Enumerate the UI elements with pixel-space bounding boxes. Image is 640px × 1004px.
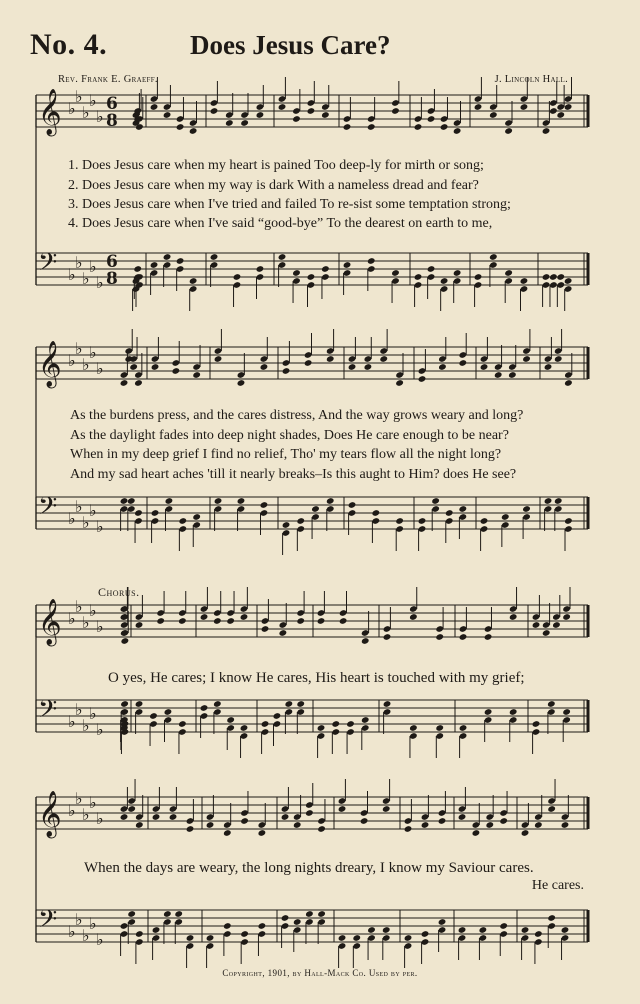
note-head xyxy=(520,277,529,285)
note-head xyxy=(427,265,436,273)
note-head xyxy=(307,273,316,281)
note-head xyxy=(395,517,404,525)
note-head xyxy=(210,253,219,261)
note-head xyxy=(438,918,447,926)
bass-clef-icon: 𝄢 xyxy=(38,695,58,730)
note-head xyxy=(200,613,209,621)
note-head xyxy=(348,501,357,509)
treble-clef-icon: 𝄞 xyxy=(38,341,62,387)
time-signature-top: 6 xyxy=(106,252,118,272)
note-head xyxy=(163,253,172,261)
note-head xyxy=(121,637,130,645)
composer-credit: J. Lincoln Hall. xyxy=(494,74,568,85)
note-head xyxy=(292,115,301,123)
flat-sign-icon: ♭ xyxy=(82,805,90,824)
note-head xyxy=(445,509,454,517)
note-head xyxy=(522,355,531,363)
note-head xyxy=(564,277,573,285)
flat-sign-icon: ♭ xyxy=(96,517,104,536)
note-head xyxy=(352,934,361,942)
note-head xyxy=(258,829,267,837)
note-head xyxy=(549,273,558,281)
note-head xyxy=(296,517,305,525)
note-head xyxy=(226,716,235,724)
author-credit: Rev. Frank E. Graeff. xyxy=(58,74,158,85)
note-head xyxy=(206,821,215,829)
note-head xyxy=(152,813,161,821)
note-head xyxy=(186,934,195,942)
note-head xyxy=(453,127,462,135)
note-head xyxy=(178,720,187,728)
flat-sign-icon: ♭ xyxy=(75,700,83,719)
note-head xyxy=(534,821,543,829)
note-head xyxy=(120,379,129,387)
note-head xyxy=(178,617,187,625)
note-head xyxy=(489,111,498,119)
note-head xyxy=(210,107,219,115)
note-head xyxy=(293,821,302,829)
verse-2-line-b: As the daylight fades into deep night shades, Does He care enough to be near? xyxy=(70,428,509,443)
flat-sign-icon: ♭ xyxy=(82,716,90,735)
note-head xyxy=(240,613,249,621)
note-head xyxy=(237,497,246,505)
note-head xyxy=(317,910,326,918)
note-head xyxy=(395,379,404,387)
note-head xyxy=(534,930,543,938)
note-head xyxy=(501,513,510,521)
time-signature-bottom: 8 xyxy=(106,111,118,131)
note-head xyxy=(484,708,493,716)
flat-sign-icon: ♭ xyxy=(75,497,83,516)
flat-sign-icon: ♭ xyxy=(96,107,104,126)
note-head xyxy=(383,633,392,641)
flat-sign-icon: ♭ xyxy=(75,87,83,106)
flat-sign-icon: ♭ xyxy=(68,265,76,284)
note-head xyxy=(223,922,232,930)
flat-sign-icon: ♭ xyxy=(75,339,83,358)
note-head xyxy=(305,809,314,817)
note-head xyxy=(435,633,444,641)
note-head xyxy=(129,363,138,371)
note-head xyxy=(273,712,282,720)
flat-sign-icon: ♭ xyxy=(82,513,90,532)
note-head xyxy=(440,123,449,131)
flat-sign-icon: ♭ xyxy=(75,789,83,808)
treble-clef-icon: 𝄞 xyxy=(38,89,62,135)
note-head xyxy=(237,379,246,387)
note-head xyxy=(520,103,529,111)
note-head xyxy=(225,119,234,127)
note-head xyxy=(152,926,161,934)
note-head xyxy=(459,724,468,732)
note-head xyxy=(135,821,144,829)
note-head xyxy=(213,700,222,708)
note-head xyxy=(554,497,563,505)
note-head xyxy=(127,805,136,813)
note-head xyxy=(343,261,352,269)
hymn-number: No. 4. xyxy=(30,28,108,61)
note-head xyxy=(418,517,427,525)
note-head xyxy=(135,930,144,938)
note-head xyxy=(292,269,301,277)
note-head xyxy=(256,265,265,273)
note-head xyxy=(304,359,313,367)
note-head xyxy=(192,513,201,521)
flat-sign-icon: ♭ xyxy=(82,269,90,288)
note-head xyxy=(343,123,352,131)
note-head xyxy=(282,367,291,375)
note-head xyxy=(120,813,129,821)
note-head xyxy=(189,127,198,135)
note-head xyxy=(240,817,249,825)
note-head xyxy=(127,497,136,505)
note-head xyxy=(258,922,267,930)
bass-clef-icon: 𝄢 xyxy=(38,492,58,527)
note-head xyxy=(151,509,160,517)
note-head xyxy=(391,269,400,277)
note-head xyxy=(293,918,302,926)
note-head xyxy=(278,103,287,111)
note-head xyxy=(338,934,347,942)
flat-sign-icon: ♭ xyxy=(96,809,104,828)
flat-sign-icon: ♭ xyxy=(68,99,76,118)
note-head xyxy=(176,123,185,131)
note-head xyxy=(459,633,468,641)
note-head xyxy=(564,379,573,387)
note-head xyxy=(549,107,558,115)
note-head xyxy=(509,708,518,716)
note-head xyxy=(421,821,430,829)
note-head xyxy=(346,720,355,728)
note-head xyxy=(564,103,573,111)
note-head xyxy=(522,505,531,513)
note-head xyxy=(296,700,305,708)
note-head xyxy=(120,497,129,505)
note-head xyxy=(326,355,335,363)
flat-sign-icon: ♭ xyxy=(89,343,97,362)
note-head xyxy=(361,637,370,645)
note-head xyxy=(156,617,165,625)
note-head xyxy=(150,261,159,269)
note-head xyxy=(547,805,556,813)
note-head xyxy=(499,817,508,825)
flat-sign-icon: ♭ xyxy=(68,801,76,820)
note-head xyxy=(172,367,181,375)
flat-sign-icon: ♭ xyxy=(82,926,90,945)
note-head xyxy=(240,119,249,127)
chorus-echo: He cares. xyxy=(531,878,584,893)
note-head xyxy=(542,629,551,637)
flat-sign-icon: ♭ xyxy=(96,720,104,739)
note-head xyxy=(364,363,373,371)
note-head xyxy=(151,363,160,371)
note-head xyxy=(547,700,556,708)
note-head xyxy=(404,934,413,942)
note-head xyxy=(485,821,494,829)
note-head xyxy=(260,363,269,371)
verse-1-line-b: As the burdens press, and the cares distress, And the way grows weary and long? xyxy=(70,408,524,423)
note-head xyxy=(307,107,316,115)
note-head xyxy=(163,910,172,918)
flat-sign-icon: ♭ xyxy=(68,609,76,628)
note-head xyxy=(192,371,201,379)
note-head xyxy=(135,700,144,708)
note-head xyxy=(338,805,347,813)
treble-clef-icon: 𝄞 xyxy=(38,791,62,837)
time-signature-top: 6 xyxy=(106,94,118,114)
note-head xyxy=(321,265,330,273)
note-head xyxy=(240,930,249,938)
note-head xyxy=(120,700,129,708)
note-head xyxy=(317,825,326,833)
note-head xyxy=(544,363,553,371)
note-head xyxy=(521,829,530,837)
note-head xyxy=(438,363,447,371)
note-head xyxy=(382,805,391,813)
flat-sign-icon: ♭ xyxy=(96,273,104,292)
note-head xyxy=(281,813,290,821)
note-head xyxy=(296,617,305,625)
note-head xyxy=(367,123,376,131)
verse-2-line-a: 2. Does Jesus care when my way is dark With a nameless dread and fear? xyxy=(68,178,479,193)
flat-sign-icon: ♭ xyxy=(68,712,76,731)
note-head xyxy=(379,355,388,363)
note-head xyxy=(458,926,467,934)
flat-sign-icon: ♭ xyxy=(89,601,97,620)
note-head xyxy=(409,613,418,621)
note-head xyxy=(409,724,418,732)
note-head xyxy=(186,825,195,833)
verse-4-line-b: And my sad heart aches 'till it nearly breaks–Is this aught to Him? does He see? xyxy=(70,467,517,482)
note-head xyxy=(367,926,376,934)
note-head xyxy=(213,617,222,625)
note-head xyxy=(383,700,392,708)
note-head xyxy=(542,127,551,135)
treble-clef-icon: 𝄞 xyxy=(38,599,62,645)
note-head xyxy=(414,273,423,281)
note-head xyxy=(233,273,242,281)
note-head xyxy=(261,720,270,728)
note-head xyxy=(391,107,400,115)
note-head xyxy=(440,277,449,285)
bass-clef-icon: 𝄢 xyxy=(38,905,58,940)
note-head xyxy=(311,505,320,513)
note-head xyxy=(474,103,483,111)
note-head xyxy=(169,813,178,821)
note-head xyxy=(414,123,423,131)
note-head xyxy=(508,371,517,379)
verse-1-line-a: 1. Does Jesus care when my heart is pained Too deep-ly for mirth or song; xyxy=(68,158,484,173)
note-head xyxy=(509,613,518,621)
flat-sign-icon: ♭ xyxy=(96,617,104,636)
note-head xyxy=(404,825,413,833)
chorus-label: Chorus. xyxy=(98,585,140,599)
note-head xyxy=(532,621,541,629)
note-head xyxy=(317,617,326,625)
note-head xyxy=(133,265,142,273)
note-head xyxy=(556,111,565,119)
note-head xyxy=(279,629,288,637)
flat-sign-icon: ♭ xyxy=(82,103,90,122)
note-head xyxy=(278,253,287,261)
note-head xyxy=(164,708,173,716)
note-head xyxy=(554,355,563,363)
flat-sign-icon: ♭ xyxy=(89,704,97,723)
note-head xyxy=(135,621,144,629)
note-head xyxy=(479,926,488,934)
time-signature-bottom: 8 xyxy=(106,269,118,289)
note-head xyxy=(382,926,391,934)
note-head xyxy=(562,708,571,716)
note-head xyxy=(178,517,187,525)
verse-4-line-a: 4. Does Jesus care when I've said “good-bye” To the dearest on earth to me, xyxy=(68,216,493,231)
note-head xyxy=(176,257,185,265)
note-head xyxy=(189,277,198,285)
note-head xyxy=(418,375,427,383)
note-head xyxy=(305,910,314,918)
flat-sign-icon: ♭ xyxy=(96,930,104,949)
note-head xyxy=(532,720,541,728)
note-head xyxy=(317,724,326,732)
note-head xyxy=(214,497,223,505)
flat-sign-icon: ♭ xyxy=(89,257,97,276)
note-head xyxy=(480,517,489,525)
note-head xyxy=(438,817,447,825)
note-head xyxy=(544,497,553,505)
note-head xyxy=(458,505,467,513)
note-head xyxy=(240,724,249,732)
note-head xyxy=(371,509,380,517)
note-head xyxy=(226,617,235,625)
flat-sign-icon: ♭ xyxy=(89,501,97,520)
note-head xyxy=(547,914,556,922)
verse-3-line-b: When in my deep grief I find no relief, Tho' my tears flow all the night long? xyxy=(70,447,502,462)
note-head xyxy=(321,111,330,119)
note-head xyxy=(561,821,570,829)
flat-sign-icon: ♭ xyxy=(82,355,90,374)
note-head xyxy=(474,273,483,281)
note-head xyxy=(282,521,291,529)
note-head xyxy=(260,501,269,509)
note-head xyxy=(174,910,183,918)
note-head xyxy=(348,363,357,371)
note-head xyxy=(134,379,143,387)
note-head xyxy=(163,111,172,119)
flat-sign-icon: ♭ xyxy=(68,922,76,941)
note-head xyxy=(521,926,530,934)
note-head xyxy=(561,926,570,934)
note-head xyxy=(256,111,265,119)
note-head xyxy=(458,359,467,367)
note-head xyxy=(472,829,481,837)
note-head xyxy=(223,829,232,837)
note-head xyxy=(564,517,573,525)
note-head xyxy=(556,273,565,281)
note-head xyxy=(200,704,209,712)
copyright-notice: Copyright, 1901, by Hall-Mack Co. Used by per. xyxy=(222,968,418,978)
note-head xyxy=(206,934,215,942)
note-head xyxy=(552,621,561,629)
flat-sign-icon: ♭ xyxy=(68,351,76,370)
flat-sign-icon: ♭ xyxy=(82,613,90,632)
note-head xyxy=(427,115,436,123)
note-head xyxy=(562,613,571,621)
flat-sign-icon: ♭ xyxy=(75,253,83,272)
note-head xyxy=(361,716,370,724)
note-head xyxy=(504,127,513,135)
note-head xyxy=(435,724,444,732)
verse-3-line-a: 3. Does Jesus care when I've tried and failed To re-sist some temptation strong; xyxy=(68,197,511,212)
note-head xyxy=(331,720,340,728)
note-head xyxy=(421,930,430,938)
note-head xyxy=(499,922,508,930)
flat-sign-icon: ♭ xyxy=(75,597,83,616)
note-head xyxy=(367,257,376,265)
bass-clef-icon: 𝄢 xyxy=(38,248,58,283)
note-head xyxy=(339,617,348,625)
note-head xyxy=(149,712,158,720)
note-head xyxy=(458,813,467,821)
note-head xyxy=(134,509,143,517)
note-head xyxy=(484,633,493,641)
note-head xyxy=(281,914,290,922)
note-head xyxy=(360,817,369,825)
flat-sign-icon: ♭ xyxy=(68,509,76,528)
note-head xyxy=(489,253,498,261)
flat-sign-icon: ♭ xyxy=(89,91,97,110)
note-head xyxy=(453,269,462,277)
note-head xyxy=(542,273,551,281)
note-head xyxy=(326,497,335,505)
note-head xyxy=(261,625,270,633)
note-head xyxy=(494,371,503,379)
flat-sign-icon: ♭ xyxy=(96,359,104,378)
chorus-line-1: O yes, He cares; I know He cares, His heart is touched with my grief; xyxy=(108,670,525,686)
note-head xyxy=(165,497,174,505)
note-head xyxy=(431,497,440,505)
hymn-title: Does Jesus Care? xyxy=(190,30,391,60)
note-head xyxy=(480,363,489,371)
note-head xyxy=(284,700,293,708)
chorus-line-2: When the days are weary, the long nights dreary, I know my Saviour cares. xyxy=(84,860,534,876)
flat-sign-icon: ♭ xyxy=(75,910,83,929)
flat-sign-icon: ♭ xyxy=(89,914,97,933)
note-head xyxy=(504,269,513,277)
note-head xyxy=(127,910,136,918)
note-head xyxy=(214,355,223,363)
note-head xyxy=(120,922,129,930)
note-head xyxy=(150,103,159,111)
flat-sign-icon: ♭ xyxy=(89,793,97,812)
